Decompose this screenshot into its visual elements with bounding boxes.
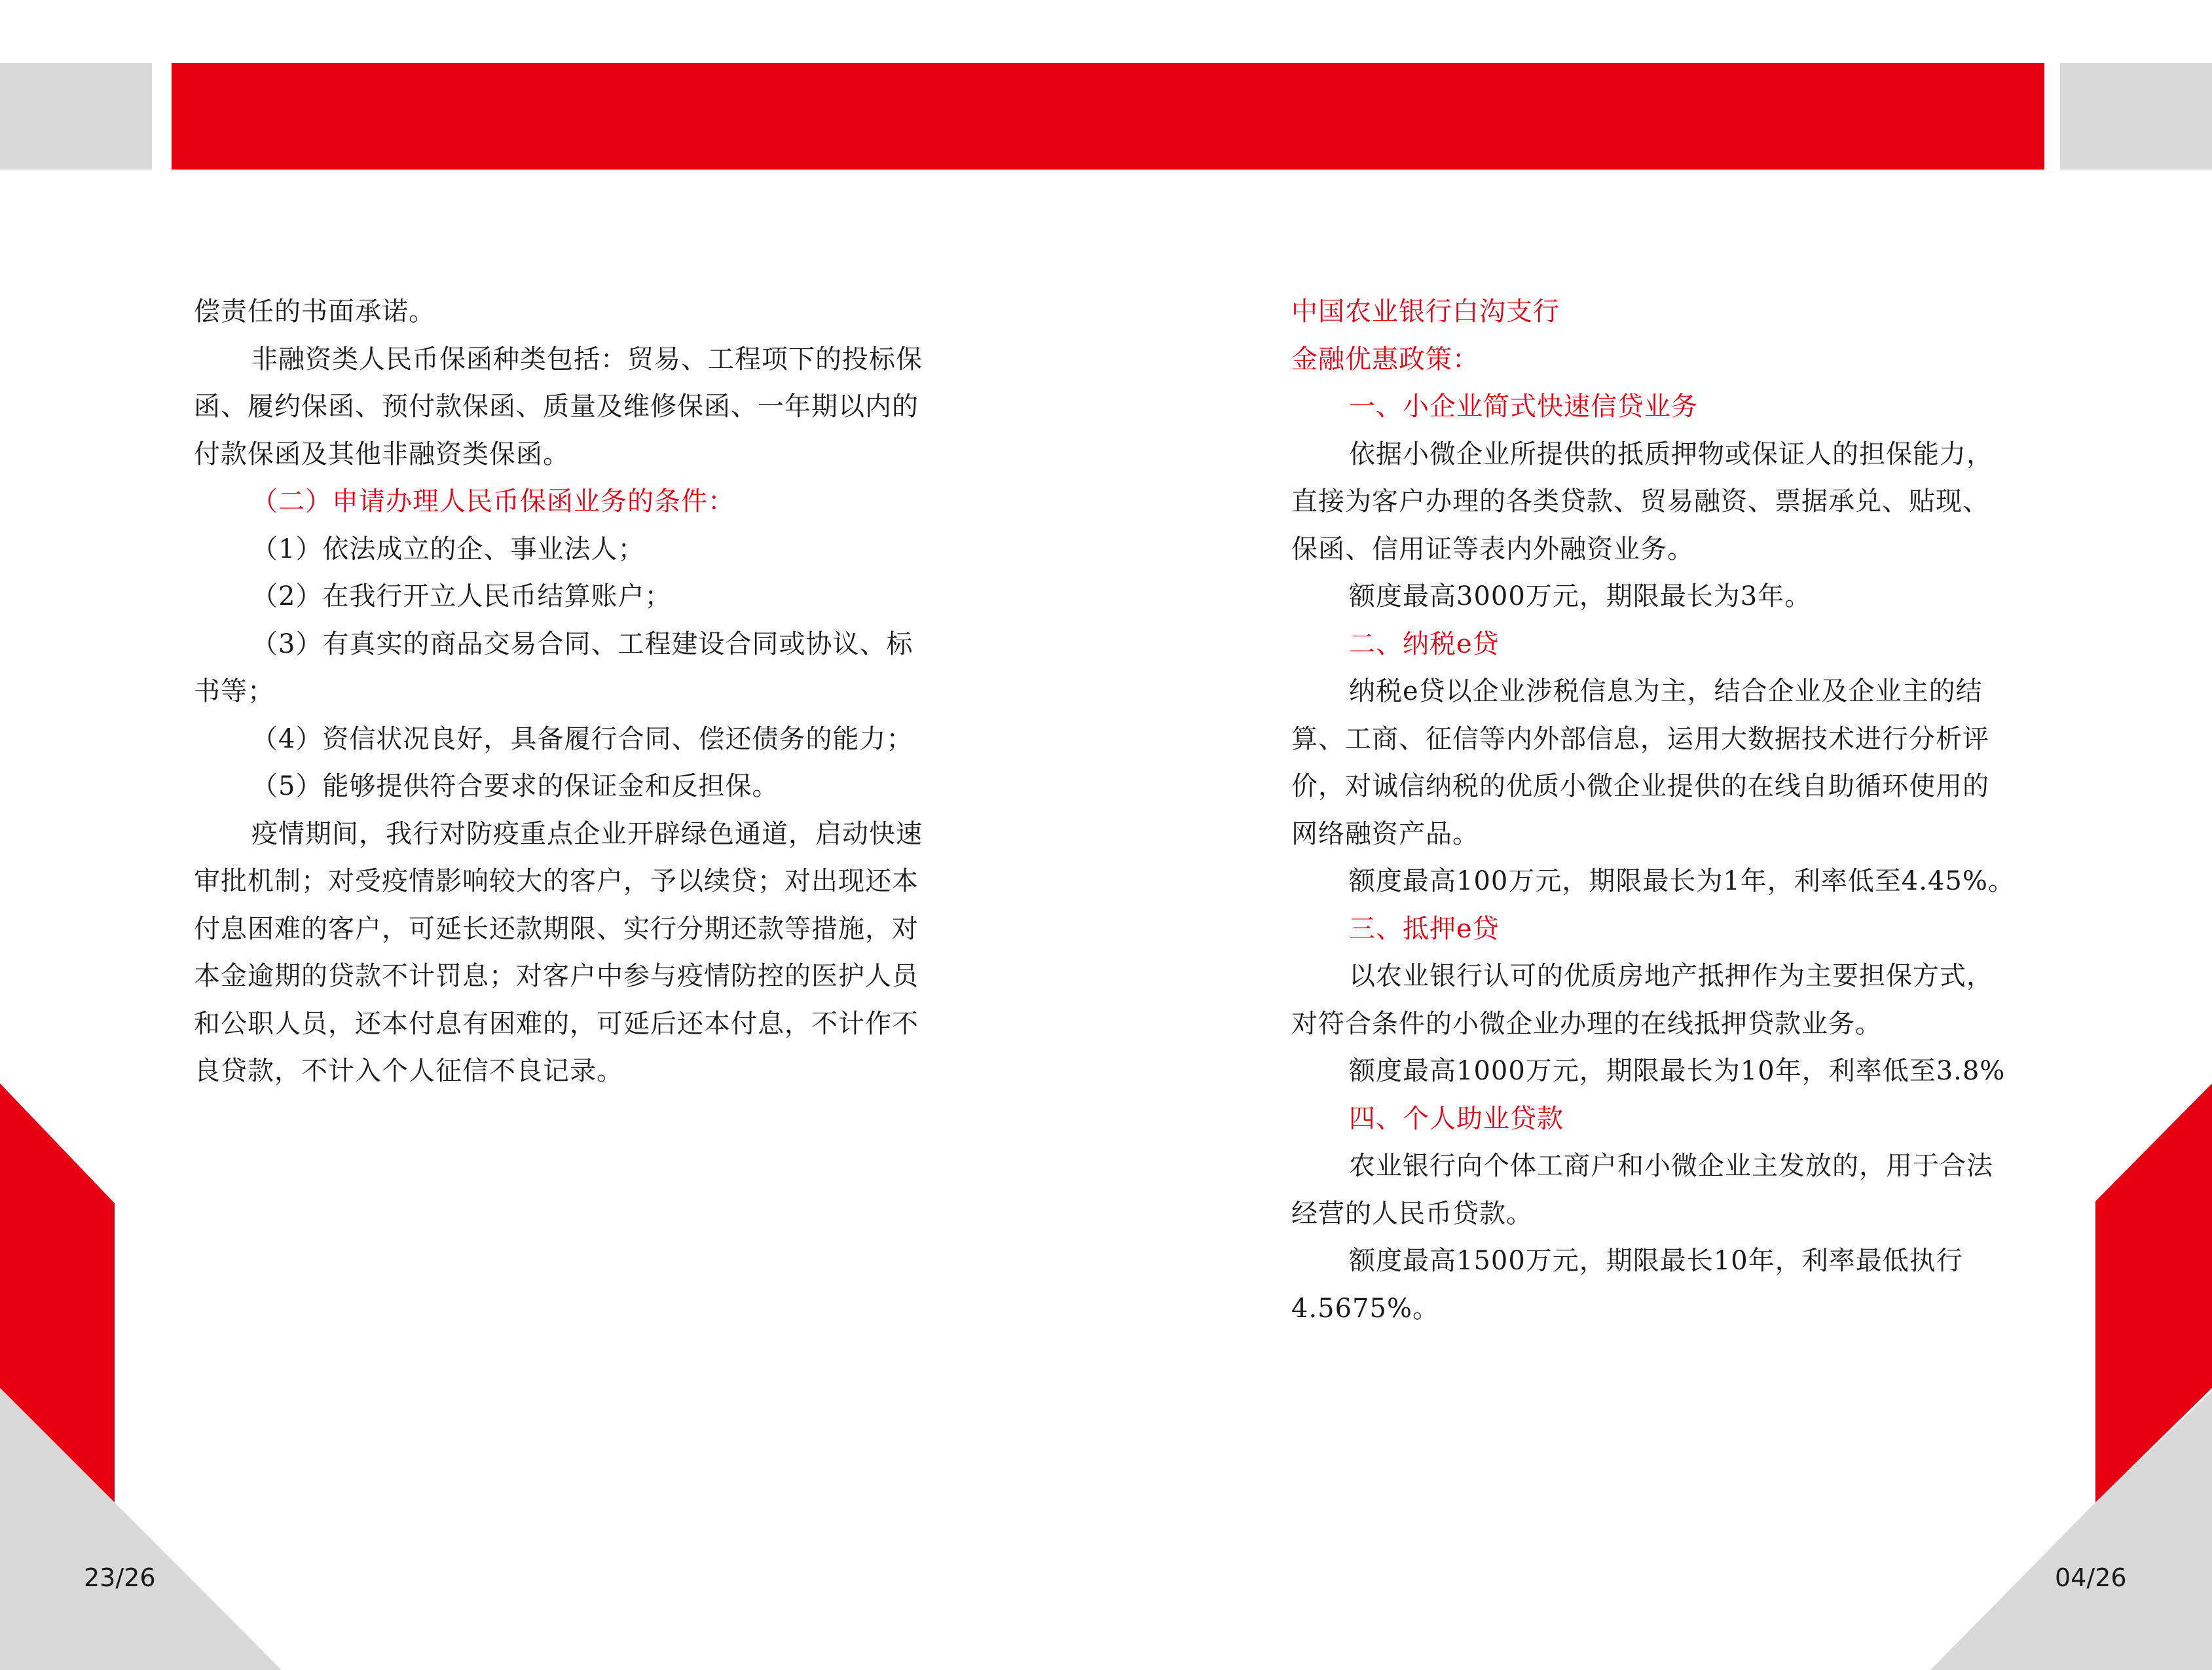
right-line-9: 纳税e贷以企业涉税信息为主，结合企业及企业主的结 — [1349, 676, 1983, 706]
left-line-15: 本金逾期的贷款不计罚息；对客户中参与疫情防控的医护人员 — [194, 961, 919, 991]
page-number-right: 04/26 — [2055, 1563, 2127, 1592]
right-line-20: 经营的人民币贷款。 — [1291, 1198, 1533, 1229]
right-line-22: 4.5675%。 — [1291, 1293, 1439, 1324]
left-line-16: 和公职人员，还本付息有困难的，可延后还本付息，不计作不 — [194, 1008, 919, 1039]
left-heading-conditions: （二）申请办理人民币保函业务的条件： — [251, 486, 735, 517]
right-title-policy: 金融优惠政策： — [1291, 344, 1479, 374]
left-line-6: （1）依法成立的企、事业法人； — [251, 534, 645, 564]
right-line-11: 价，对诚信纳税的优质小微企业提供的在线自助循环使用的 — [1291, 771, 1989, 801]
left-line-1: 偿责任的书面承诺。 — [194, 297, 435, 327]
left-line-8: （3）有真实的商品交易合同、工程建设合同或协议、标 — [251, 628, 913, 659]
right-heading-2: 二、纳税e贷 — [1349, 628, 1500, 659]
right-line-5: 直接为客户办理的各类贷款、贸易融资、票据承兑、贴现、 — [1291, 486, 1989, 517]
left-page-text — [194, 288, 947, 1095]
left-line-2: 非融资类人民币保函种类包括：贸易、工程项下的投标保 — [251, 344, 923, 374]
page-number-left: 23/26 — [84, 1563, 156, 1592]
left-line-3: 函、履约保函、预付款保函、质量及维修保函、一年期以内的 — [194, 391, 919, 422]
right-title-bank: 中国农业银行白沟支行 — [1291, 297, 1560, 327]
left-line-17: 良贷款，不计入个人征信不良记录。 — [194, 1056, 623, 1086]
right-line-4: 依据小微企业所提供的抵质押物或保证人的担保能力， — [1349, 439, 1993, 469]
right-gray-corner — [1930, 1391, 2212, 1670]
right-heading-4: 四、个人助业贷款 — [1349, 1103, 1564, 1134]
right-line-7: 额度最高3000万元，期限最长为3年。 — [1349, 581, 1812, 611]
right-line-15: 以农业银行认可的优质房地产抵押作为主要担保方式， — [1349, 961, 1993, 991]
right-line-21: 额度最高1500万元，期限最长10年，利率最低执行 — [1349, 1246, 1963, 1276]
left-line-7: （2）在我行开立人民币结算账户； — [251, 581, 672, 611]
right-line-17: 额度最高1000万元，期限最长为10年，利率低至3.8% — [1349, 1056, 2006, 1086]
right-line-19: 农业银行向个体工商户和小微企业主发放的，用于合法 — [1349, 1151, 1993, 1181]
left-line-10: （4）资信状况良好，具备履行合同、偿还债务的能力； — [251, 723, 913, 754]
right-line-16: 对符合条件的小微企业办理的在线抵押贷款业务。 — [1291, 1008, 1882, 1039]
right-heading-1: 一、小企业简式快速信贷业务 — [1349, 391, 1698, 422]
left-line-12: 疫情期间，我行对防疫重点企业开辟绿色通道，启动快速 — [251, 818, 923, 849]
right-page-text — [1291, 288, 2015, 1332]
left-line-4: 付款保函及其他非融资类保函。 — [194, 439, 570, 469]
left-line-9: 书等； — [194, 676, 274, 706]
left-line-11: （5）能够提供符合要求的保证金和反担保。 — [251, 771, 779, 801]
left-line-13: 审批机制；对受疫情影响较大的客户，予以续贷；对出现还本 — [194, 866, 919, 896]
right-heading-3: 三、抵押e贷 — [1349, 913, 1500, 944]
left-line-14: 付息困难的客户，可延长还款期限、实行分期还款等措施，对 — [194, 913, 919, 944]
right-line-6: 保函、信用证等表内外融资业务。 — [1291, 534, 1694, 564]
right-line-12: 网络融资产品。 — [1291, 818, 1479, 849]
right-line-10: 算、工商、征信等内外部信息，运用大数据技术进行分析评 — [1291, 723, 1989, 754]
right-line-13: 额度最高100万元，期限最长为1年，利率低至4.45%。 — [1349, 866, 2015, 896]
